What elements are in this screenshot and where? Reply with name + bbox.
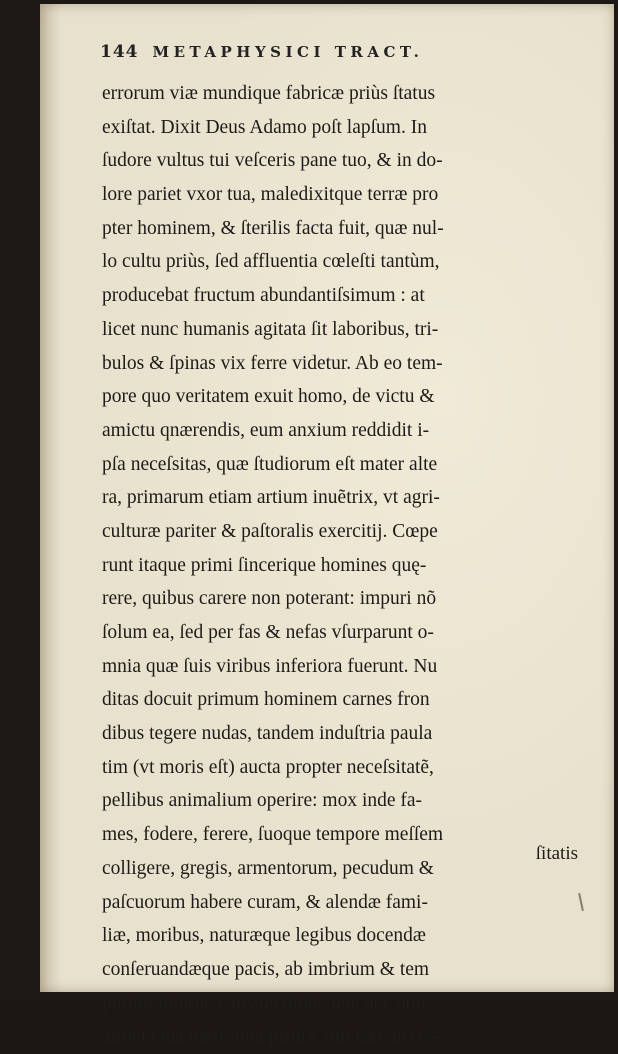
text-line: mnia quæ ſuis viribus inferiora fuerunt. Nu [102,655,438,677]
text-line: pore quo veritatem exuit homo, de victu & [102,386,435,408]
text-line: pter hominem, & ſterilis facta fuit, quæ nul- [102,217,444,239]
text-line: culturæ pariter & paſtoralis exercitij. Cœpe [102,520,438,542]
text-line: mes, fodere, ferere, ſuoque tempore meſſem [102,824,444,846]
text-line: rere, quibus carere non poterant: impuri nõ [102,588,437,610]
text-line: ra, primarum etiam artium inuẽtrix, vt agri- [102,487,440,509]
text-line: conſeruandæque pacis, ab imbrium & tem [102,958,430,980]
text-line: lo cultu priùs, ſed affluentia cœleſti tantùm, [102,251,440,273]
catchword: ſitatis [535,843,578,864]
text-line: ſolum ea, ſed per fas & nefas vſurparunt o- [102,622,434,643]
body-text [102,77,580,1054]
page-number: 144 [100,42,139,62]
text-line: licet nunc humanis agitata ſit laboribus, tri- [102,318,439,340]
text-line: runt itaque primi ſincerique homines quę- [102,554,427,576]
running-head [100,42,540,68]
text-line: tim (vt moris eſt) aucta propter neceſsitatẽ, [102,756,434,778]
text-line: exiſtat. Dixit Deus Adamo poſt lapſum. In [102,116,427,138]
text-line: ſudore vultus tui veſceris pane tuo, & in do- [102,150,443,172]
text-line: liæ, moribus, naturæque legibus docendæ [102,925,426,947]
text-line: armẽta ſua tueri: tota primæ fuit hæc neceſ- [102,1026,440,1048]
text-line: paſcuorum habere curam, & alendæ fami- [102,891,428,913]
text-line: dibus tegere nudas, tandem induſtria paula [102,723,433,745]
text-line: pellibus animalium operire: mox inde fa- [102,790,423,812]
text-line: pſa neceſsitas, quæ ſtudiorum eſt mater alte [102,453,438,475]
text-line: porum iniuria, caſis tectiſque ſeſe nec non [102,992,426,1014]
text-line: ditas docuit primum hominem carnes fron [102,689,430,711]
text-line: bulos & ſpinas vix ferre videtur. Ab eo tem- [102,352,443,374]
text-line: colligere, gregis, armentorum, pecudum & [102,857,434,879]
running-title: METAPHYSICI TRACT. [152,43,424,61]
text-line: errorum viæ mundique fabricæ priùs ſtatus [102,83,436,104]
text-line: lore pariet vxor tua, maledixitque terræ pro [102,184,439,206]
text-line: producebat fructum abundantiſsimum : at [102,285,425,307]
text-line: amictu qnærendis, eum anxium reddidit i- [102,419,430,441]
